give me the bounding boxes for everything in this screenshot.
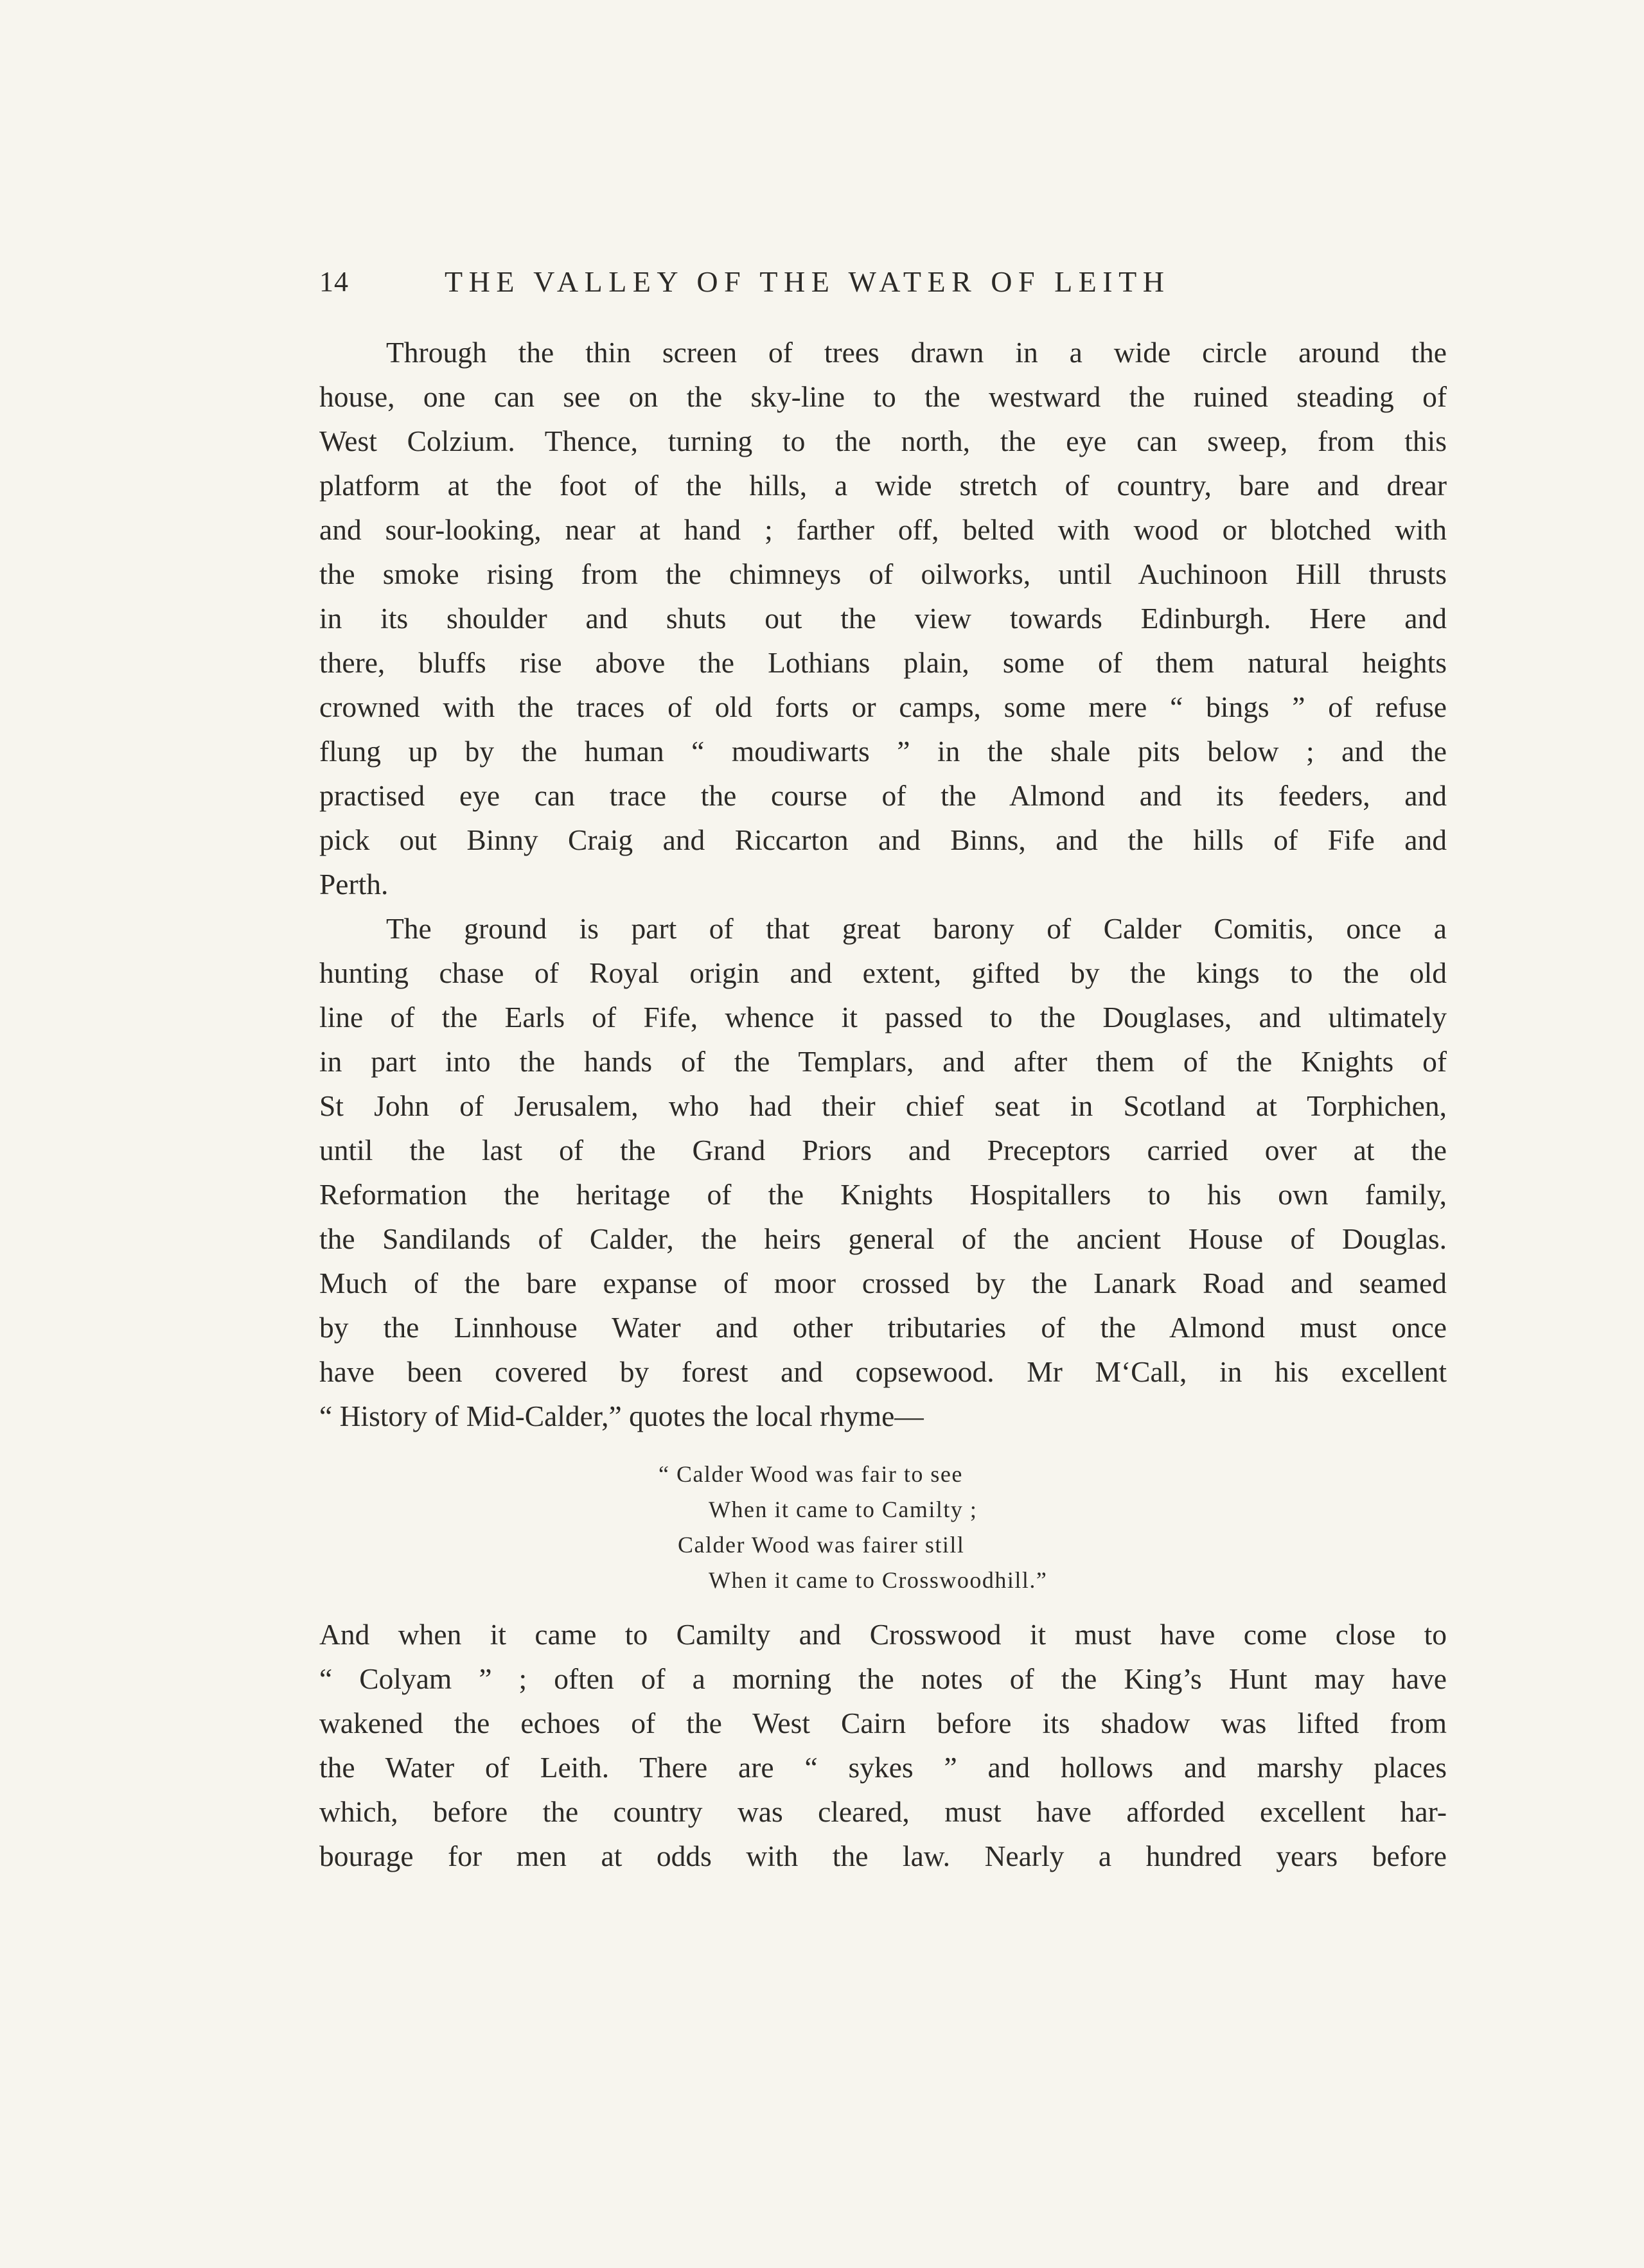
verse-line: When it came to Camilty ; — [709, 1497, 978, 1522]
text-line: the Water of Leith. There are “ sykes ” and hollows and marshy places — [319, 1751, 1447, 1784]
running-title: THE VALLEY OF THE WATER OF LEITH — [445, 265, 1171, 298]
page-header — [319, 259, 1338, 304]
text-line: have been covered by forest and copsewood. Mr M‘Call, in his excellent — [319, 1355, 1447, 1388]
text-line: and sour-looking, near at hand ; farther off, belted with wood or blotched with — [319, 513, 1447, 546]
body-text-top — [319, 330, 1447, 1438]
text-line: bourage for men at odds with the law. Nearly a hundred years before — [319, 1840, 1447, 1872]
text-line: practised eye can trace the course of the Almond and its feeders, and — [319, 779, 1447, 812]
text-line: “ Colyam ” ; often of a morning the notes of the King’s Hunt may have — [319, 1662, 1447, 1695]
text-line: wakened the echoes of the West Cairn before its shadow was lifted from — [319, 1707, 1447, 1739]
text-line: in part into the hands of the Templars, and after them of the Knights of — [319, 1045, 1447, 1078]
text-line: hunting chase of Royal origin and extent, gifted by the kings to the old — [319, 956, 1447, 989]
verse-line: When it came to Crosswoodhill.” — [709, 1567, 1048, 1593]
text-line: by the Linnhouse Water and other tributaries of the Almond must once — [319, 1311, 1447, 1344]
text-line: platform at the foot of the hills, a wide stretch of country, bare and drear — [319, 469, 1447, 502]
verse-quotation — [658, 1457, 1237, 1598]
verse-line: “ Calder Wood was fair to see — [658, 1461, 963, 1487]
text-line: “ History of Mid-Calder,” quotes the local rhyme— — [319, 1400, 924, 1432]
text-line: line of the Earls of Fife, whence it passed to the Douglases, and ultimately — [319, 1001, 1447, 1033]
text-line: St John of Jerusalem, who had their chief seat in Scotland at Torphichen, — [319, 1089, 1447, 1122]
text-line: And when it came to Camilty and Crosswood it must have come close to — [319, 1618, 1447, 1651]
text-line: Much of the bare expanse of moor crossed by the Lanark Road and seamed — [319, 1267, 1447, 1299]
text-line: in its shoulder and shuts out the view towards Edinburgh. Here and — [319, 602, 1447, 635]
text-line: West Colzium. Thence, turning to the north, the eye can sweep, from this — [319, 425, 1447, 457]
text-line: pick out Binny Craig and Riccarton and Binns, and the hills of Fife and — [319, 823, 1447, 856]
text-line: there, bluffs rise above the Lothians plain, some of them natural heights — [319, 646, 1447, 679]
page-number: 14 — [319, 266, 349, 297]
text-line: the Sandilands of Calder, the heirs general of the ancient House of Douglas. — [319, 1222, 1447, 1255]
text-line: flung up by the human “ moudiwarts ” in the shale pits below ; and the — [319, 735, 1447, 768]
body-text-bottom — [319, 1612, 1447, 1878]
text-line: which, before the country was cleared, must have afforded excellent har- — [319, 1795, 1447, 1828]
text-line: crowned with the traces of old forts or camps, some mere “ bings ” of refuse — [319, 690, 1447, 723]
verse-line: Calder Wood was fairer still — [678, 1532, 965, 1558]
text-line: Reformation the heritage of the Knights Hospitallers to his own family, — [319, 1178, 1447, 1211]
text-line: Through the thin screen of trees drawn in a wide circle around the — [386, 336, 1447, 369]
text-line: the smoke rising from the chimneys of oilworks, until Auchinoon Hill thrusts — [319, 558, 1447, 590]
text-line: house, one can see on the sky-line to the westward the ruined steading of — [319, 380, 1447, 413]
text-line: The ground is part of that great barony of Calder Comitis, once a — [386, 912, 1447, 945]
text-line: Perth. — [319, 868, 389, 901]
text-line: until the last of the Grand Priors and Preceptors carried over at the — [319, 1134, 1447, 1166]
